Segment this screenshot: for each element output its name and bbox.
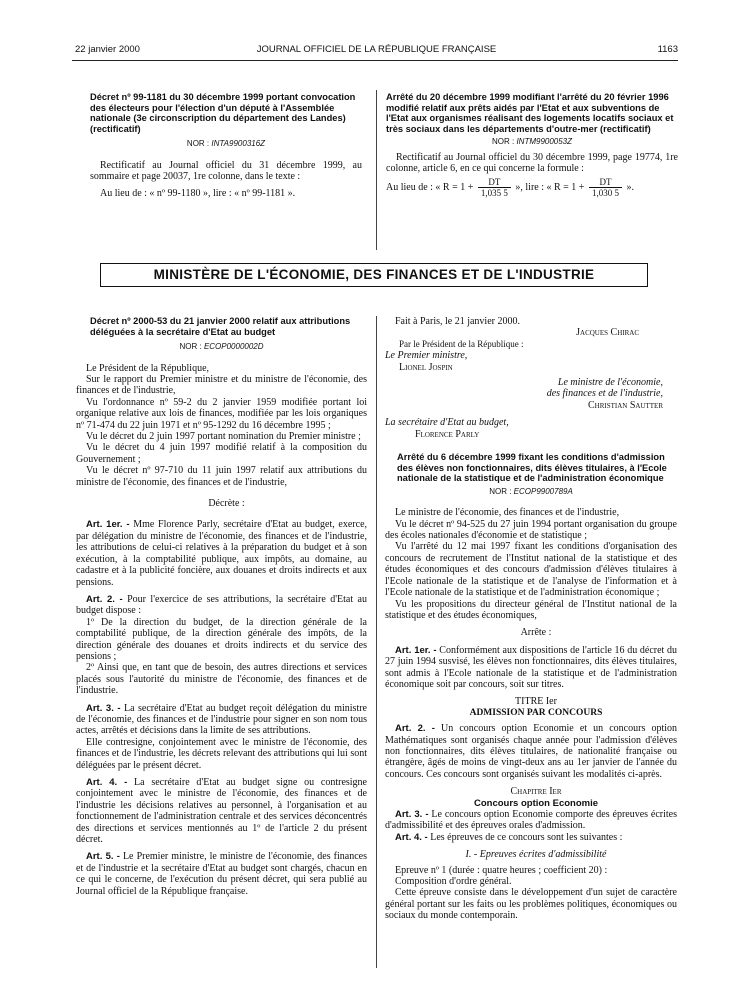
- header-rule: [72, 60, 678, 61]
- preamble-line: Le Président de la République,: [86, 362, 210, 374]
- fraction-denominator: 1,030 5: [591, 187, 619, 198]
- arrete-6-dec-nor: [385, 486, 677, 497]
- arrete-20-dec-nor: [386, 136, 678, 147]
- article-label: Art. 4. -: [395, 831, 428, 843]
- arrete-article-1: [385, 645, 677, 691]
- article-text: Un concours option Economie et un concours option Mathématiques sont organisés chaque année pour l'admission d'élèves non fonctionnaires, dits élèves titulaires, de nationalité française ou étrangère, âgés de moins de vingt-deux ans au 1er janvier de l'année du concours. Ces concours sont organisés suivant les modalités ci-après.: [385, 723, 678, 780]
- article-5: [76, 851, 367, 897]
- fraction-numerator: DT: [589, 177, 622, 188]
- signature-minister-title-1: Le ministre de l'économie,: [557, 377, 663, 389]
- section-heading: I. - Epreuves écrites d'admissibilité: [465, 849, 607, 861]
- nor-label: NOR :: [186, 139, 210, 149]
- article-label: Art. 3. -: [395, 809, 429, 820]
- arrete-article-4: [385, 832, 677, 843]
- epreuve-1-subject: Composition d'ordre général.: [395, 876, 512, 888]
- decrete-word: Décrète :: [208, 498, 245, 510]
- signature-pm-title: Le Premier ministre,: [385, 350, 468, 362]
- signature-secretary-name: Florence Parly: [415, 428, 480, 440]
- article-label: Art. 4. -: [86, 777, 128, 788]
- article-3: [76, 703, 367, 737]
- ministry-banner: MINISTÈRE DE L'ÉCONOMIE, DES FINANCES ET DE L'INDUSTRIE: [100, 263, 648, 287]
- chapitre-heading: Chapitre Ier: [510, 786, 562, 798]
- article-text: Conformément aux dispositions de l'article 16 du décret du 27 juin 1994 susvisé, les élèves non fonctionnaires, dits élèves titulaires, sont admis à l'Ecole nationale de la statistique et de l'administration économique soit par concours, soit sur titres.: [385, 644, 678, 690]
- fraction-denominator: 1,035 5: [480, 187, 508, 198]
- rectificatif-text: Rectificatif au Journal officiel du 30 décembre 1999, page 19774, 1re colonne, article 6, en ce qui concerne la formule :: [386, 151, 678, 175]
- article-label: Art. 2. -: [86, 593, 123, 605]
- signature-date: Fait à Paris, le 21 janvier 2000.: [395, 316, 520, 327]
- column-divider-main: [376, 316, 377, 968]
- right-column: [385, 316, 677, 922]
- article-text: Le Premier ministre, le ministre de l'économie, des finances et de l'industrie et la secrétaire d'Etat au budget sont chargés, chacun en ce qui le concerne, de l'exécution du présent décret, qui sera publié au Journal officiel de la République française.: [76, 851, 368, 897]
- decree-99-1181-nor: [90, 138, 362, 149]
- article-3-para-2: Elle contresigne, conjointement avec le ministre de l'économie, des finances et de l'industrie, les décrets relevant des attributions qui lui sont déléguées par le présent décret.: [76, 736, 367, 771]
- article-text: Les épreuves de ce concours sont les suivantes :: [430, 831, 623, 843]
- signature-minister-title-2: des finances et de l'industrie,: [546, 388, 663, 400]
- decree-2000-53-title: Décret nº 2000-53 du 21 janvier 2000 relatif aux attributions déléguées à la secrétaire d'Etat au budget: [90, 316, 351, 337]
- nor-code: ECOP9900789A: [513, 486, 573, 496]
- article-text: Pour l'exercice de ses attributions, la secrétaire d'Etat au budget dispose :: [76, 593, 367, 617]
- article-label: Art. 1er. -: [86, 519, 130, 531]
- article-2-item-1: 1º De la direction du budget, de la direction générale de la comptabilité publique, de la direction générale des impôts, de la direction générale des douanes et droits indirects et du service des pensions ;: [76, 616, 367, 662]
- article-text: Mme Florence Parly, secrétaire d'Etat au budget, exerce, par délégation du ministre de l'économie, des finances et de l'industrie, les attributions de celui-ci relatives à la préparation du budget et à son exécution, à la comptabilité publique, aux impôts, au domaine, au cadastre et à la publicité foncière, aux douanes et droits indirects et aux pensions.: [76, 519, 368, 588]
- preamble-line: Vu l'arrêté du 12 mai 1997 fixant les conditions d'organisation des concours de recrutement de l'Institut national de la statistique et des études économiques et des concours d'admission d'élèves titulaires à l'Ecole nationale de la statistique et de l'analyse de l'information et à l'Ecole nationale de la statistique et de l'administration économique ;: [385, 541, 677, 599]
- epreuve-1: Epreuve nº 1 (durée : quatre heures ; coefficient 20) :: [395, 864, 608, 876]
- fraction-wrong: [478, 177, 511, 198]
- article-text: Le concours option Economie comporte des épreuves écrites d'admissibilité et des épreuves orales d'admission.: [385, 809, 678, 832]
- preamble-line: Vu le décret du 4 juin 1997 modifié relatif à la composition du Gouvernement ;: [76, 442, 367, 465]
- nor-code: INTM9900053Z: [516, 137, 573, 147]
- article-label: Art. 3. -: [86, 702, 121, 714]
- titre-subheading: ADMISSION PAR CONCOURS: [469, 707, 603, 718]
- preamble-line: Vu le décret nº 94-525 du 27 juin 1994 portant organisation du groupe des écoles nationales d'économie et de statistique ;: [385, 518, 677, 542]
- fraction-numerator: DT: [478, 177, 511, 188]
- fraction-correct: [589, 177, 622, 198]
- nor-label: NOR :: [491, 137, 515, 147]
- preamble-line: Vu l'ordonnance nº 59-2 du 2 janvier 1959 modifiée portant loi organique relative aux lois de finances, modifiée par les lois organiques nº 71-474 du 22 juin 1971 et nº 95-1292 du 16 décembre 1995 ;: [76, 396, 367, 431]
- article-label: Art. 5. -: [86, 851, 120, 863]
- arrete-20-dec-title: Arrêté du 20 décembre 1999 modifiant l'arrêté du 20 février 1996 modifié relatif aux prêts aidés par l'Etat et aux subventions de l'Etat aux organismes réalisant des logements locatifs sociaux et très sociaux dans les départements d'outre-mer (rectificatif): [386, 92, 674, 134]
- decree-99-1181: [90, 92, 362, 199]
- nor-code: ECOP0000002D: [203, 342, 264, 352]
- formula-line: [386, 177, 678, 198]
- signature-president: Jacques Chirac: [576, 327, 639, 339]
- header-journal-title: JOURNAL OFFICIEL DE LA RÉPUBLIQUE FRANÇAISE: [256, 44, 497, 55]
- article-4: [76, 777, 367, 845]
- formula-prefix: Au lieu de : « R = 1 +: [386, 181, 474, 193]
- preamble-line: Vu les propositions du directeur général de l'Institut national de la statistique et des études économiques,: [385, 598, 677, 621]
- formula-middle: », lire : « R = 1 +: [515, 181, 585, 193]
- article-text: La secrétaire d'Etat au budget signe ou contresigne conjointement avec le ministre de l'économie, des finances et de l'industrie les décisions relatives au personnel, à l'organisation et au fonctionnement de l'administration centrale et des services déconcentrés des directions et services mentionnés au 1º de l'article 2 du présent décret.: [76, 777, 367, 846]
- signature-minister-name: Christian Sautter: [587, 399, 663, 411]
- article-label: Art. 2. -: [395, 723, 435, 735]
- decree-2000-53-nor: [76, 341, 367, 352]
- signature-pm-name: Lionel Jospin: [399, 361, 453, 373]
- header-date: 22 janvier 2000: [75, 44, 140, 55]
- preamble-line: Vu le décret nº 97-710 du 11 juin 1997 relatif aux attributions du ministre de l'économie, des finances et de l'industrie,: [76, 465, 367, 488]
- column-divider-top: [376, 90, 377, 250]
- epreuve-1-description: Cette épreuve consiste dans le développement d'un sujet de caractère général portant sur les faits ou les problèmes politiques, économiques ou sociaux du monde contemporain.: [385, 887, 677, 922]
- preamble-line: Le ministre de l'économie, des finances et de l'industrie,: [395, 507, 620, 519]
- article-label: Art. 1er. -: [395, 644, 437, 656]
- arrete-20-dec-1999: [386, 92, 678, 198]
- decree-99-1181-title: Décret nº 99-1181 du 30 décembre 1999 portant convocation des électeurs pour l'élection d'un député à l'Assemblée nationale (3e circonscription du département des Landes) (rectificatif): [90, 92, 356, 134]
- rectificatif-text: Rectificatif au Journal officiel du 31 décembre 1999, au sommaire et page 20037, 1re colonne, dans le texte :: [90, 159, 362, 183]
- arrete-6-dec-title: Arrêté du 6 décembre 1999 fixant les conditions d'admission des élèves non fonctionnaires, dits élèves titulaires, à l'Ecole nationale de la statistique et de l'administration économique: [397, 452, 667, 484]
- article-2: [76, 594, 367, 617]
- decree-2000-53: [76, 316, 367, 897]
- signature-secretary-title: La secrétaire d'Etat au budget,: [385, 417, 509, 429]
- article-text: La secrétaire d'Etat au budget reçoit délégation du ministre de l'économie, des finances et de l'industrie pour signer en son nom tous actes, arrêtés et décisions dans la limite de ses attributions.: [76, 702, 367, 737]
- titre-heading: TITRE Ier: [515, 696, 557, 708]
- preamble-line: Vu le décret du 2 juin 1997 portant nomination du Premier ministre ;: [86, 431, 361, 443]
- formula-suffix: ».: [626, 181, 634, 193]
- nor-label: NOR :: [489, 486, 512, 496]
- arrete-article-2: [385, 723, 677, 780]
- article-2-item-2: 2º Ainsi que, en tant que de besoin, des autres directions et services placés sous l'autorité du ministre de l'économie, des finances et de l'industrie.: [76, 662, 367, 697]
- preamble-line: Sur le rapport du Premier ministre et du ministre de l'économie, des finances et de l'industrie,: [76, 374, 367, 397]
- signature-par: Par le Président de la République :: [399, 338, 524, 349]
- nor-code: INTA9900316Z: [211, 139, 266, 149]
- page-header: [75, 44, 678, 58]
- arrete-word: Arrête :: [520, 627, 552, 639]
- correction-text: Au lieu de : « nº 99-1180 », lire : « nº 99-1181 ».: [100, 187, 296, 199]
- nor-label: NOR :: [179, 342, 202, 352]
- article-1: [76, 519, 367, 587]
- arrete-article-3: [385, 809, 677, 832]
- chapitre-subheading: Concours option Economie: [473, 797, 599, 809]
- header-page-number: 1163: [657, 44, 678, 55]
